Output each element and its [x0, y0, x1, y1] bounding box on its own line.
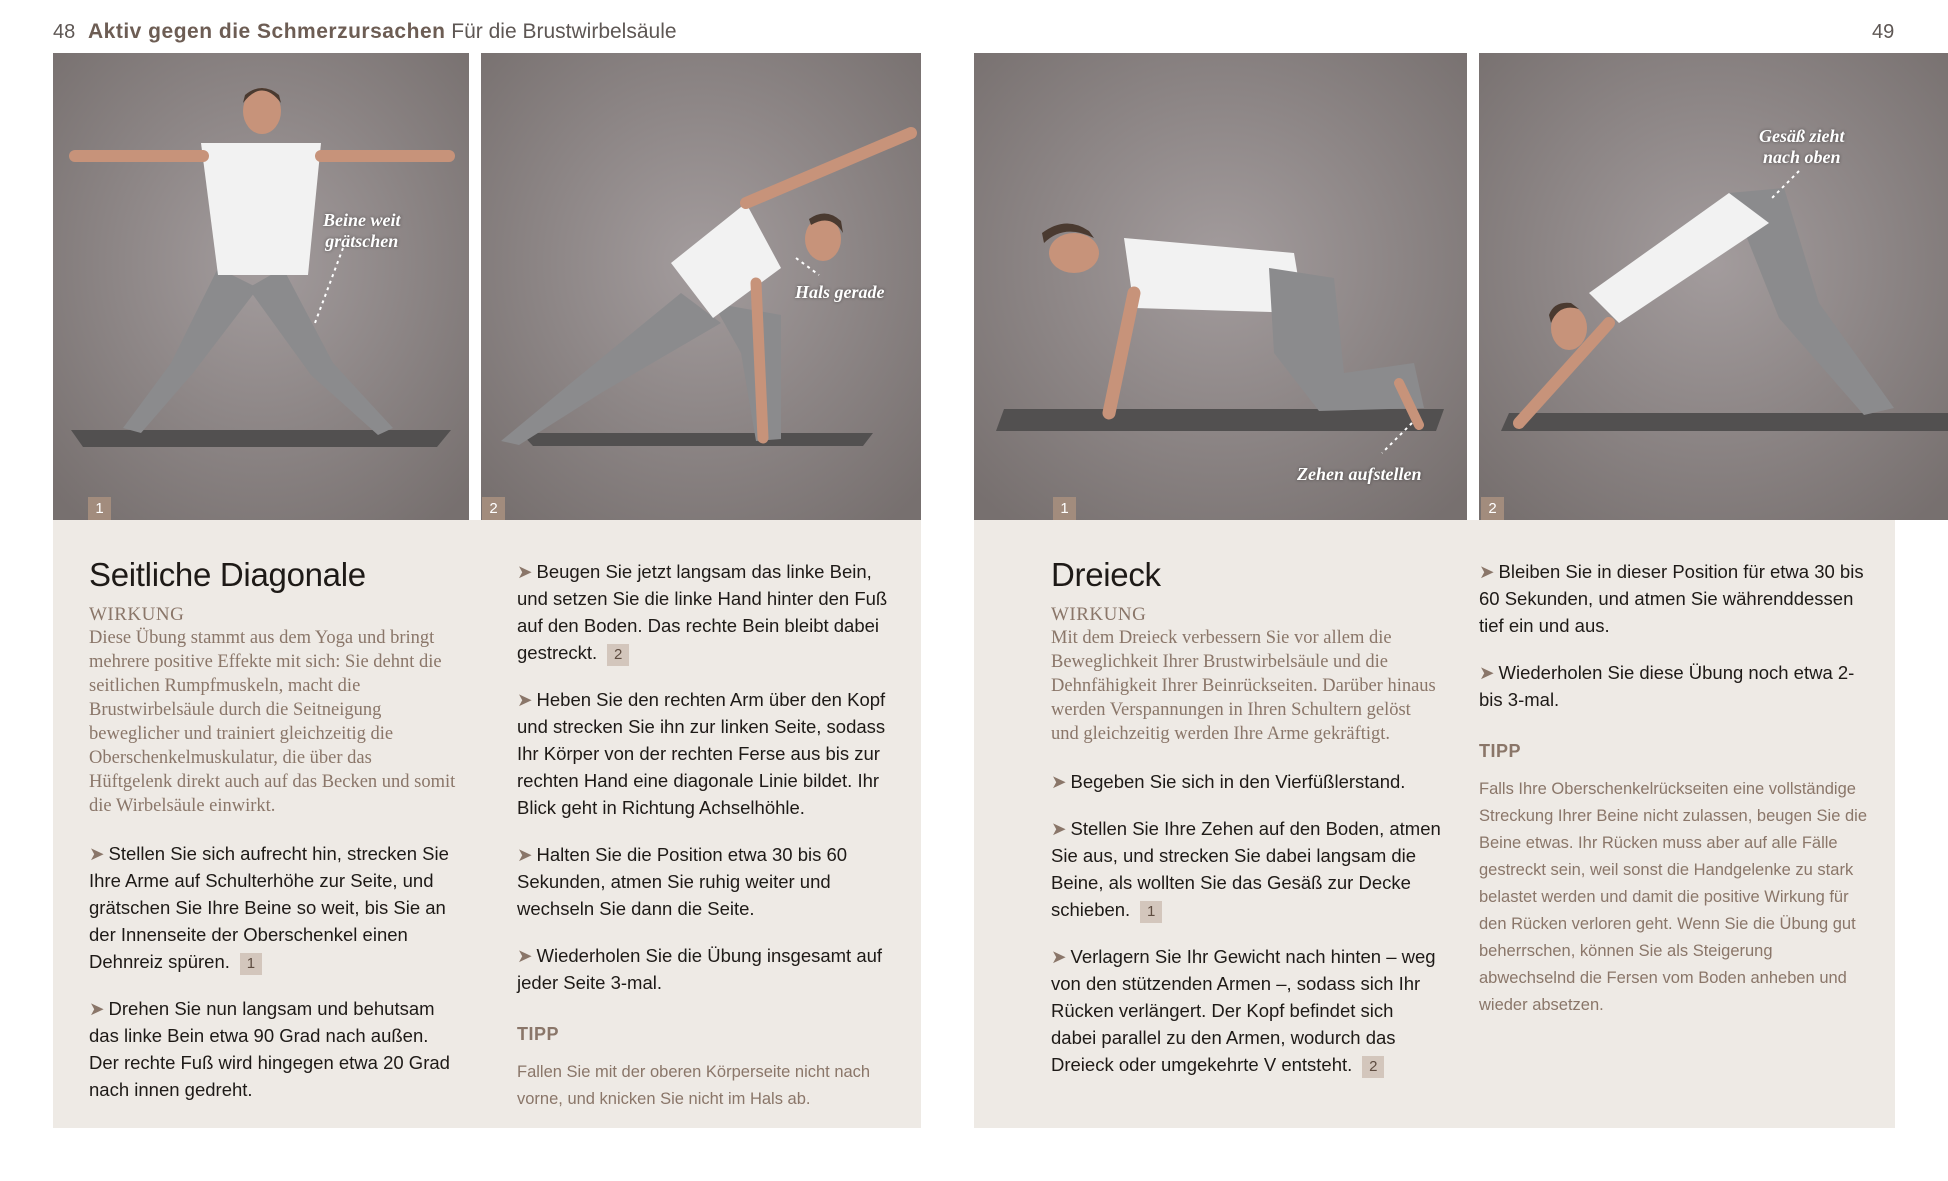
annotation-legs-wide [323, 210, 401, 252]
step-item [517, 942, 892, 996]
exercise-title: Dreieck [1051, 556, 1161, 593]
step-text: Heben Sie den rechten Arm über den Kopf und strecken Sie ihn zur linken Seite, sodass Ihr Körper von der rechten Ferse aus bis zur rechten Hand eine diagonale Linie bildet. Ihr Blick geht in Richtung Achselhöhle. [517, 689, 886, 818]
step-item [517, 686, 892, 821]
step-text: Verlagern Sie Ihr Gewicht nach hinten – weg von den stützenden Armen –, sodass sich Ihr Rücken verlängert. Der Kopf befindet sich dabei parallel zu den Armen, wodurch das Dreieck oder umgekehrte V entsteht. [1051, 946, 1436, 1075]
arrow-bullet-icon: ➤ [1479, 561, 1495, 582]
wirkung-text: Mit dem Dreieck verbessern Sie vor allem die Beweglichkeit Ihrer Brustwirbelsäule und die Dehnfähigkeit Ihrer Beinrückseiten. Darüber hinaus werden Verspannungen in Ihren Schultern gelöst und gleichzeitig werden Ihre Arme gekräftigt. [1051, 628, 1436, 744]
step-item [1051, 815, 1441, 923]
step-text: Stellen Sie sich aufrecht hin, strecken Sie Ihre Arme auf Schulterhöhe zur Seite, und grätschen Sie Ihre Beine so weit, bis Sie an der Innenseite der Oberschenkel einen Dehnreiz spüren. [89, 843, 449, 972]
photo-all-fours [974, 53, 1467, 520]
step-item [517, 841, 892, 922]
chapter-title: Aktiv gegen die Schmerzursachen [88, 20, 446, 43]
step-text: Begeben Sie sich in den Vierfüßlerstand. [1070, 771, 1406, 792]
arrow-bullet-icon: ➤ [89, 998, 105, 1019]
step-text: Halten Sie die Position etwa 30 bis 60 Sekunden, atmen Sie ruhig weiter und wechseln Sie dann die Seite. [517, 844, 848, 919]
page-header [0, 0, 1948, 60]
step-text: Bleiben Sie in dieser Position für etwa 30 bis 60 Sekunden, und atmen Sie währenddessen tief ein und aus. [1479, 561, 1864, 636]
step-item [1479, 659, 1869, 713]
step-text: Wiederholen Sie die Übung insgesamt auf jeder Seite 3-mal. [517, 945, 883, 993]
figure-badge: 2 [1481, 497, 1504, 520]
arrow-bullet-icon: ➤ [89, 843, 105, 864]
figure-ref: 2 [607, 644, 629, 666]
step-item [89, 995, 459, 1103]
tipp-text: Fallen Sie mit der oberen Körperseite nicht nach vorne, und knicken Sie nicht im Hals ab. [517, 1063, 871, 1108]
figure-ref: 1 [1140, 901, 1162, 923]
step-item [1051, 943, 1441, 1078]
figure-ref: 2 [1362, 1056, 1384, 1078]
left-column-1 [89, 556, 459, 1123]
annotation-line: Beine weit [323, 210, 401, 230]
step-text: Stellen Sie Ihre Zehen auf den Boden, atmen Sie aus, und strecken Sie dabei langsam die Beine, als wollten Sie das Gesäß zur Decke schieben. [1051, 818, 1441, 920]
annotation-line: nach oben [1762, 147, 1841, 167]
tipp-label: TIPP [517, 1024, 560, 1044]
exercise-panel-right [974, 520, 1895, 1128]
step-item [517, 558, 892, 666]
wirkung-text: Diese Übung stammt aus dem Yoga und bringt mehrere positive Effekte mit sich: Sie dehnt die seitlichen Rumpfmuskeln, macht die Brustwirbelsäule durch die Seitneigung beweglicher und trainiert gleichzeitig die Oberschenkelmuskulatur, die über das Hüftgelenk direkt auch auf das Becken und somit die Wirbelsäule einwirkt. [89, 628, 456, 816]
photo-downward-dog-image [1479, 53, 1948, 520]
running-title [88, 20, 677, 44]
wirkung-label: WIRKUNG [1051, 604, 1147, 625]
page-number-left: 48 [53, 21, 76, 43]
step-item [1051, 768, 1441, 795]
step-item [89, 840, 459, 975]
photo-wide-stance-image [53, 53, 469, 520]
tipp-text: Falls Ihre Oberschenkelrückseiten eine vollständige Streckung Ihrer Beine nicht zulassen, beugen Sie die Beine etwas. Ihr Rücken muss aber auf alle Fälle gestreckt sein, weil sonst die Handgelenke zu stark belastet werden und damit die positive Wirkung für den Rücken verloren geht. Wenn Sie die Übung gut beherrschen, können Sie als Steigerung abwechselnd die Fersen vom Boden anheben und wieder absetzen. [1479, 780, 1867, 1014]
annotation-toes-up: Zehen aufstellen [1297, 464, 1422, 484]
exercise-title: Seitliche Diagonale [89, 556, 366, 593]
wirkung-label: WIRKUNG [89, 604, 185, 625]
right-column-2 [1479, 558, 1869, 1019]
photo-all-fours-image [974, 53, 1467, 520]
step-text: Drehen Sie nun langsam und behutsam das linke Bein etwa 90 Grad nach außen. Der rechte Fuß wird hingegen etwa 20 Grad nach innen gedreht. [89, 998, 450, 1100]
page-number-right: 49 [1872, 21, 1895, 43]
photo-downward-dog [1479, 53, 1948, 520]
step-text: Beugen Sie jetzt langsam das linke Bein, und setzen Sie die linke Hand hinter den Fuß auf den Boden. Das rechte Bein bleibt dabei gestreckt. [517, 561, 888, 663]
annotation-line: grätschen [325, 231, 399, 251]
tipp-label: TIPP [1479, 741, 1522, 761]
exercise-panel-left [53, 520, 921, 1128]
annotation-neck-straight: Hals gerade [795, 282, 885, 302]
annotation-line: Gesäß zieht [1759, 126, 1845, 146]
arrow-bullet-icon: ➤ [517, 689, 533, 710]
figure-badge: 1 [1053, 497, 1076, 520]
arrow-bullet-icon: ➤ [1479, 662, 1495, 683]
annotation-hips-up [1759, 126, 1845, 168]
photo-wide-stance [53, 53, 469, 520]
step-item [1479, 558, 1869, 639]
figure-badge: 1 [88, 497, 111, 520]
photo-side-diagonal [481, 53, 921, 520]
arrow-bullet-icon: ➤ [1051, 771, 1067, 792]
section-title: Für die Brustwirbelsäule [451, 20, 677, 43]
arrow-bullet-icon: ➤ [517, 561, 533, 582]
figure-badge: 2 [482, 497, 505, 520]
arrow-bullet-icon: ➤ [1051, 818, 1067, 839]
arrow-bullet-icon: ➤ [517, 945, 533, 966]
right-column-1 [1051, 556, 1441, 1098]
arrow-bullet-icon: ➤ [517, 844, 533, 865]
arrow-bullet-icon: ➤ [1051, 946, 1067, 967]
step-text: Wiederholen Sie diese Übung noch etwa 2- bis 3-mal. [1479, 662, 1855, 710]
left-column-2 [517, 558, 892, 1113]
figure-ref: 1 [240, 953, 262, 975]
